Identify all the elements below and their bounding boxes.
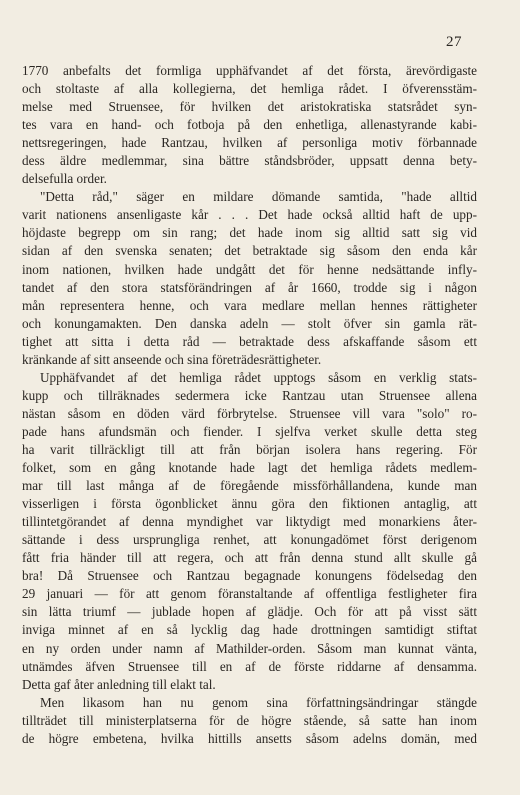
text-line: Detta gaf åter anledning till elakt tal. <box>22 676 216 692</box>
text-line: varit nationens ansenligaste kår . . . Det hade också alltid haft de upp- <box>22 207 477 223</box>
text-line: de högre embetena, hvilka hittills ansetts såsom adelns domän, med <box>22 730 477 746</box>
text-line: höjdaste begrepp om sin rang; det hade inom sig alltid satt sig vid <box>22 225 477 241</box>
text-line: tes vara en hand- och fotboja på den enhetliga, allenastyrande kabi- <box>22 117 477 133</box>
text-line: tighet att sitta i detta råd — betraktade dess afskaffande såsom ett <box>22 333 477 349</box>
text-line: nästan såsom en döden värd förbrytelse. Struensee vill vara "solo" ro- <box>22 405 477 421</box>
text-line: 29 januari — för att genom föranstaltande af offentliga festligheter fira <box>22 586 477 602</box>
text-line: kränkande af sitt anseende och sina företrädesrättigheter. <box>22 351 322 367</box>
text-line: och konungamakten. Den danska adeln — stolt öfver sin gamla rät- <box>22 315 477 331</box>
text-line: mar till last många af de föregående missförhållandena, kunde man <box>22 478 477 494</box>
page-number: 27 <box>446 34 462 50</box>
text-line: sidan af den svenska senaten; det betraktade sig såsom den enda kår <box>22 243 477 259</box>
text-line: utnämdes äfven Struensee till en af de förste riddarne af densamma. <box>22 658 477 674</box>
text-line: och stoltaste af alla kollegierna, det hemliga rådet. I öfverensstäm- <box>22 81 477 97</box>
text-line: Upphäfvandet af det hemliga rådet upptogs såsom en verklig stats- <box>40 369 477 385</box>
text-line: pade hans afundsmän och fiender. I sjelfva verket skulle detta steg <box>22 423 477 439</box>
text-line: sin lätta triumf — jublade hopen af glädje. Och för att på visst sätt <box>22 604 477 620</box>
body-text <box>22 62 477 748</box>
text-line: inviga minnet af en så lycklig dag hade drottningen samtidigt stiftat <box>22 622 477 638</box>
text-line: bra! Då Struensee och Rantzau begagnade konungens födelsedag den <box>22 568 477 584</box>
text-line: kupp och tillräknades sedermera icke Rantzau utan Struensee allena <box>22 387 477 403</box>
text-line: mån representera henne, och vara medlare mellan hennes rättigheter <box>22 297 477 313</box>
text-line: en ny orden under namn af Mathilder-orden. Såsom man kunnat vänta, <box>22 640 477 656</box>
text-line: Men likasom han nu genom sina författningsändringar stängde <box>40 694 477 710</box>
text-line: delsefulla order. <box>22 171 107 187</box>
text-line: melse med Struensee, för hvilken det aristokratiska statsrådet syn- <box>22 99 477 115</box>
text-line: dess äldre medlemmar, sina bättre ståndsbröder, uppsatt denna bety- <box>22 153 477 169</box>
text-line: ha varit tillräckligt till att från början isolera hans regering. För <box>22 441 477 457</box>
text-line: fått fria händer till att regera, och att från denna stund allt skulle gå <box>22 550 477 566</box>
text-line: "Detta råd," säger en mildare dömande samtida, "hade alltid <box>40 189 477 205</box>
text-line: nettsregeringen, hade Rantzau, hvilken af personliga motiv förbannade <box>22 135 477 151</box>
text-line: tillintetgörandet af denna myndighet var liktydigt med monarkiens åter- <box>22 514 477 530</box>
text-line: visserligen i första ögonblicket ännu göra den fiktionen antaglig, att <box>22 496 477 512</box>
text-line: inom nationen, hvilken hade undgått det för henne nedsättande infly- <box>22 261 477 277</box>
text-line: tillträdet till ministerplatserna för de högre stående, så satte han inom <box>22 712 477 728</box>
text-line: tandet af den stora statsförändringen af år 1660, trodde sig i någon <box>22 279 477 295</box>
text-line: folket, som en gång knotande hade lagt det hemliga rådets medlem- <box>22 460 477 476</box>
text-line: 1770 anbefalts det formliga upphäfvandet af det första, ärevördigaste <box>22 63 477 78</box>
text-line: sättande i dess ursprungliga renhet, att konungadömet först derigenom <box>22 532 477 548</box>
